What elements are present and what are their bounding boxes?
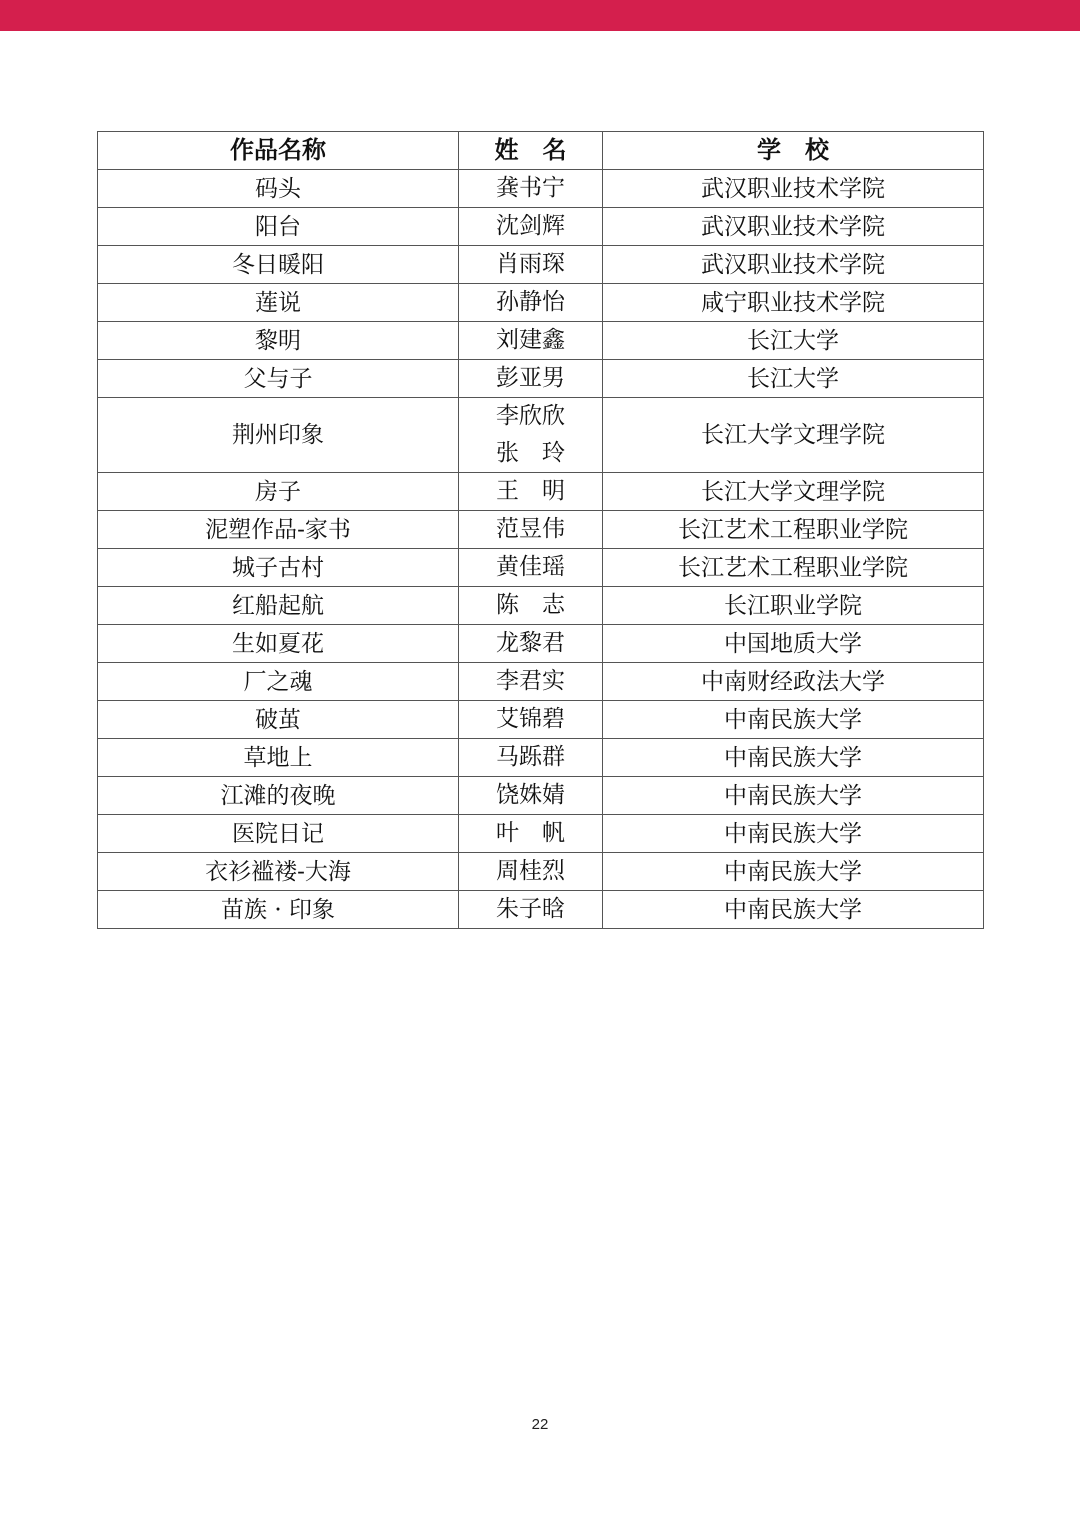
author-name: 龙黎君 bbox=[496, 630, 565, 656]
author-name: 肖雨琛 bbox=[496, 251, 565, 277]
table-row bbox=[98, 701, 984, 739]
school-cell: 武汉职业技术学院 bbox=[603, 170, 984, 208]
work-title-cell: 厂之魂 bbox=[98, 663, 459, 701]
table-row bbox=[98, 853, 984, 891]
author-name-cell bbox=[459, 208, 603, 246]
author-name-cell bbox=[459, 891, 603, 929]
author-name: 沈剑辉 bbox=[496, 213, 565, 239]
work-title-cell: 父与子 bbox=[98, 360, 459, 398]
award-list-table bbox=[97, 131, 984, 929]
table-row bbox=[98, 246, 984, 284]
school-cell: 武汉职业技术学院 bbox=[603, 246, 984, 284]
author-name: 艾锦碧 bbox=[496, 706, 565, 732]
author-name-cell bbox=[459, 777, 603, 815]
work-title-cell: 泥塑作品-家书 bbox=[98, 511, 459, 549]
school-cell: 长江大学 bbox=[603, 360, 984, 398]
author-name-cell bbox=[459, 701, 603, 739]
top-color-bar bbox=[0, 0, 1080, 31]
school-cell: 中南民族大学 bbox=[603, 739, 984, 777]
author-name: 刘建鑫 bbox=[496, 327, 565, 353]
table-row bbox=[98, 170, 984, 208]
author-name: 周桂烈 bbox=[496, 858, 565, 884]
school-cell: 中南财经政法大学 bbox=[603, 663, 984, 701]
school-cell: 中国地质大学 bbox=[603, 625, 984, 663]
table-row bbox=[98, 739, 984, 777]
table-row bbox=[98, 360, 984, 398]
school-cell: 中南民族大学 bbox=[603, 891, 984, 929]
work-title-cell: 江滩的夜晚 bbox=[98, 777, 459, 815]
table-row bbox=[98, 815, 984, 853]
author-name: 饶姝婧 bbox=[496, 782, 565, 808]
author-name-cell bbox=[459, 587, 603, 625]
author-name-cell bbox=[459, 815, 603, 853]
work-title-cell: 房子 bbox=[98, 473, 459, 511]
table-header bbox=[98, 132, 984, 170]
author-name-cell bbox=[459, 284, 603, 322]
school-cell: 中南民族大学 bbox=[603, 815, 984, 853]
work-title-cell: 破茧 bbox=[98, 701, 459, 739]
work-title-cell: 阳台 bbox=[98, 208, 459, 246]
author-name: 黄佳瑶 bbox=[496, 554, 565, 580]
work-title-cell: 黎明 bbox=[98, 322, 459, 360]
author-name: 孙静怡 bbox=[496, 289, 565, 315]
author-name: 陈 志 bbox=[496, 592, 565, 618]
table-header-row bbox=[98, 132, 984, 170]
author-name: 张 玲 bbox=[496, 440, 565, 466]
author-name: 马跞群 bbox=[496, 744, 565, 770]
school-cell: 咸宁职业技术学院 bbox=[603, 284, 984, 322]
school-cell: 长江职业学院 bbox=[603, 587, 984, 625]
school-cell: 长江大学文理学院 bbox=[603, 398, 984, 473]
school-cell: 中南民族大学 bbox=[603, 777, 984, 815]
table-row bbox=[98, 511, 984, 549]
author-name: 朱子晗 bbox=[496, 896, 565, 922]
table-row bbox=[98, 587, 984, 625]
school-cell: 中南民族大学 bbox=[603, 701, 984, 739]
school-cell: 长江大学 bbox=[603, 322, 984, 360]
work-title-cell: 医院日记 bbox=[98, 815, 459, 853]
page-number: 22 bbox=[531, 1416, 549, 1433]
table-row bbox=[98, 398, 984, 473]
author-name-cell bbox=[459, 246, 603, 284]
table-row bbox=[98, 663, 984, 701]
work-title-cell: 红船起航 bbox=[98, 587, 459, 625]
author-name: 王 明 bbox=[496, 478, 565, 504]
author-name: 李欣欣 bbox=[496, 403, 565, 429]
header-work-title: 作品名称 bbox=[98, 132, 459, 170]
work-title-cell: 衣衫褴褛-大海 bbox=[98, 853, 459, 891]
table-row bbox=[98, 625, 984, 663]
author-name-cell bbox=[459, 511, 603, 549]
table-row bbox=[98, 284, 984, 322]
work-title-cell: 码头 bbox=[98, 170, 459, 208]
school-cell: 长江大学文理学院 bbox=[603, 473, 984, 511]
work-title-cell: 生如夏花 bbox=[98, 625, 459, 663]
author-name-cell bbox=[459, 322, 603, 360]
school-cell: 长江艺术工程职业学院 bbox=[603, 549, 984, 587]
header-school: 学 校 bbox=[603, 132, 984, 170]
author-name-cell bbox=[459, 549, 603, 587]
table-row bbox=[98, 208, 984, 246]
table-row bbox=[98, 891, 984, 929]
table-row bbox=[98, 322, 984, 360]
work-title-cell: 莲说 bbox=[98, 284, 459, 322]
author-name: 彭亚男 bbox=[496, 365, 565, 391]
author-name-cell bbox=[459, 663, 603, 701]
school-cell: 武汉职业技术学院 bbox=[603, 208, 984, 246]
author-name-cell bbox=[459, 398, 603, 473]
table-row bbox=[98, 473, 984, 511]
author-name-cell bbox=[459, 473, 603, 511]
work-title-cell: 草地上 bbox=[98, 739, 459, 777]
school-cell: 长江艺术工程职业学院 bbox=[603, 511, 984, 549]
author-name: 李君实 bbox=[496, 668, 565, 694]
author-name-cell bbox=[459, 739, 603, 777]
author-name: 叶 帆 bbox=[496, 820, 565, 846]
author-name-cell bbox=[459, 625, 603, 663]
work-title-cell: 苗族 · 印象 bbox=[98, 891, 459, 929]
header-name: 姓 名 bbox=[459, 132, 603, 170]
author-name: 范昱伟 bbox=[496, 516, 565, 542]
table-row bbox=[98, 549, 984, 587]
school-cell: 中南民族大学 bbox=[603, 853, 984, 891]
author-name: 龚书宁 bbox=[496, 175, 565, 201]
table-row bbox=[98, 777, 984, 815]
table-body bbox=[98, 170, 984, 929]
work-title-cell: 城子古村 bbox=[98, 549, 459, 587]
author-name-cell bbox=[459, 360, 603, 398]
author-name-cell bbox=[459, 170, 603, 208]
work-title-cell: 冬日暖阳 bbox=[98, 246, 459, 284]
work-title-cell: 荆州印象 bbox=[98, 398, 459, 473]
author-name-cell bbox=[459, 853, 603, 891]
